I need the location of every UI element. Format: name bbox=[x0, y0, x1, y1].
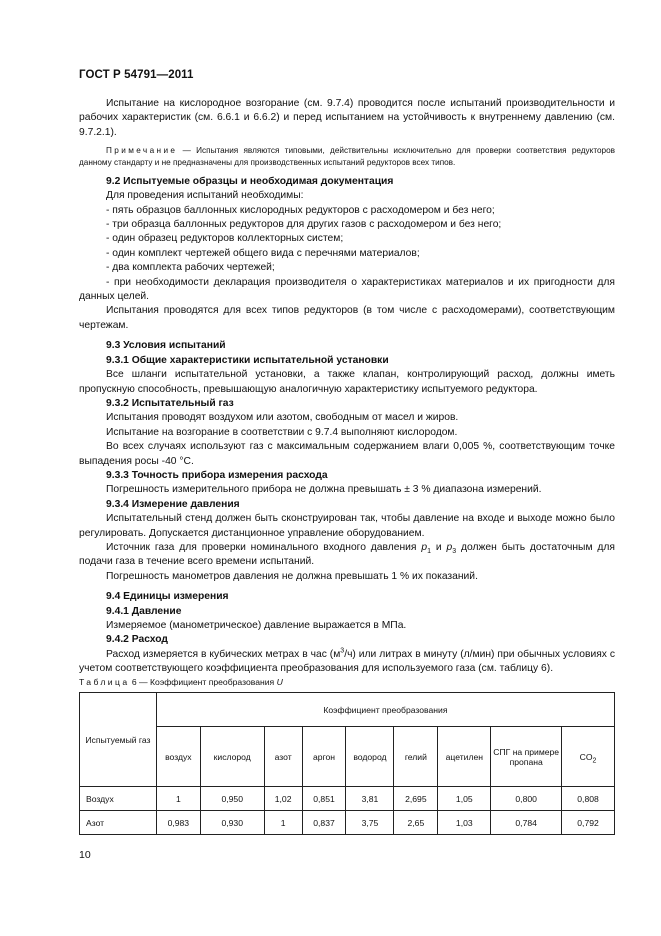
paragraph: Испытания проводят воздухом или азотом, свободным от масел и жиров. bbox=[106, 412, 459, 424]
gas-cell: Азот bbox=[80, 811, 157, 835]
paragraph: Испытание на возгорание в соответствии с 9.7.4 выполняют кислородом. bbox=[106, 426, 458, 438]
paragraph: Погрешность измерительного прибора не должна превышать ± 3 % диапазона измерений. bbox=[106, 484, 542, 496]
document-header: ГОСТ Р 54791—2011 bbox=[79, 69, 194, 81]
subscript: 1 bbox=[427, 548, 432, 556]
section-heading-9-4-1: 9.4.1 Давление bbox=[106, 605, 182, 617]
group-header-cell: Коэффициент преобразования bbox=[156, 693, 614, 727]
text-run: должен быть достаточным для подачи газа в течение всего времени испытаний. bbox=[79, 541, 615, 568]
list-item: - три образца баллонных редукторов для других газов с расходомером и без него; bbox=[106, 219, 502, 231]
column-header: азот bbox=[264, 727, 302, 787]
paragraph: Испытание на кислородное возгорание (см. 9.7.4) проводится после испытаний производительности и рабочих характеристик (см. 6.6.1 и 6.6.2) и перед испытанием на устойчивость к внутреннему давлению (см. 9.7.2.1). bbox=[79, 98, 615, 138]
var-p: p bbox=[446, 541, 453, 553]
paragraph: Во всех случаях используют газ с максимальным содержанием влаги 0,005 %, соответствующим точке выпадения росы -40 °С. bbox=[79, 441, 615, 467]
list-item: - один образец редукторов коллекторных систем; bbox=[106, 233, 344, 245]
table-cell: 0,800 bbox=[491, 787, 562, 811]
list-item: - один комплект чертежей общего вида с перечнями материалов; bbox=[106, 247, 420, 259]
note bbox=[79, 145, 615, 169]
section-heading-9-4: 9.4 Единицы измерения bbox=[106, 591, 229, 603]
co2-label: CO bbox=[579, 751, 593, 762]
paragraph bbox=[79, 648, 615, 677]
table-cell: 0,784 bbox=[491, 811, 562, 835]
table-cell: 3,75 bbox=[346, 811, 394, 835]
section-heading-9-2: 9.2 Испытуемые образцы и необходимая документация bbox=[106, 175, 394, 187]
table-cell: 1,02 bbox=[264, 787, 302, 811]
table-row bbox=[80, 811, 615, 835]
table-row bbox=[80, 787, 615, 811]
list-item: - при необходимости декларация производителя о характеристиках материалов и их пригодности для данных целей. bbox=[79, 276, 615, 303]
paragraph: Для проведения испытаний необходимы: bbox=[106, 190, 304, 202]
table-cell: 2,695 bbox=[394, 787, 438, 811]
column-header: гелий bbox=[394, 727, 438, 787]
paragraph bbox=[79, 541, 615, 570]
table-cell: 0,930 bbox=[200, 811, 264, 835]
section-heading-9-3-1: 9.3.1 Общие характеристики испытательной установки bbox=[106, 354, 389, 366]
paragraph: Измеряемое (манометрическое) давление выражается в МПа. bbox=[106, 620, 407, 631]
page-number: 10 bbox=[79, 849, 91, 861]
paragraph: Испытания проводятся для всех типов редукторов (в том числе с расходомерами), соответствующим чертежам. bbox=[79, 305, 615, 331]
column-header: кислород bbox=[200, 727, 264, 787]
text-run: /ч) или литрах в минуту (л/мин) при обычных условиях с учетом соответствующего коэффициента преобразования для используемого газа (см. таблицу 6). bbox=[79, 648, 615, 675]
list-item: - пять образцов баллонных кислородных редукторов с расходомером и без него; bbox=[106, 204, 495, 216]
column-header: ацетилен bbox=[438, 727, 491, 787]
table-cell: 1,03 bbox=[438, 811, 491, 835]
subscript: 2 bbox=[592, 757, 597, 765]
table-cell: 1 bbox=[264, 811, 302, 835]
table-cell: 1,05 bbox=[438, 787, 491, 811]
column-header: аргон bbox=[302, 727, 346, 787]
table-caption bbox=[79, 677, 283, 687]
superscript: 3 bbox=[340, 647, 345, 655]
var-p: p bbox=[421, 541, 428, 553]
row-header-cell: Испытуемый газ bbox=[80, 693, 157, 787]
section-heading-9-3-2: 9.3.2 Испытательный газ bbox=[106, 397, 234, 409]
column-header: водород bbox=[346, 727, 394, 787]
gas-cell: Воздух bbox=[80, 787, 157, 811]
caption-text: 6 — Коэффициент преобразования bbox=[129, 677, 277, 687]
caption-variable: U bbox=[276, 677, 283, 687]
table-cell: 0,808 bbox=[562, 787, 615, 811]
paragraph: Испытательный стенд должен быть сконструирован так, чтобы давление на входе и выходе можно было регулировать. Допускается дистанционное управление оборудованием. bbox=[79, 513, 615, 539]
text-run: Источник газа для проверки номинального входного давления bbox=[106, 541, 422, 553]
table-cell: 0,792 bbox=[562, 811, 615, 835]
paragraph: Погрешность манометров давления не должна превышать 1 % их показаний. bbox=[106, 570, 478, 582]
caption-label: Таблица bbox=[79, 677, 130, 687]
note-text: — Испытания являются типовыми, действительны исключительно для проверки соответствия редукторов данному стандарту и не предназначены для производственных испытаний редукторов всех типов. bbox=[79, 146, 615, 168]
table-cell: 0,983 bbox=[156, 811, 200, 835]
list-item: - два комплекта рабочих чертежей; bbox=[106, 262, 275, 274]
page-body bbox=[79, 97, 615, 677]
note-label: Примечание bbox=[106, 146, 178, 156]
subscript: 3 bbox=[452, 548, 457, 556]
conversion-table bbox=[79, 692, 615, 835]
column-header: воздух bbox=[156, 727, 200, 787]
section-heading-9-4-2: 9.4.2 Расход bbox=[106, 634, 168, 646]
table-cell: 3,81 bbox=[346, 787, 394, 811]
paragraph: Все шланги испытательной установки, а также клапан, контролирующий расход, должны иметь пропускную способность, превышающую аналогичную характеристику испытуемого редуктора. bbox=[79, 369, 615, 395]
table-cell: 0,851 bbox=[302, 787, 346, 811]
text-run: Расход измеряется в кубических метрах в час (м bbox=[106, 648, 341, 660]
section-heading-9-3-3: 9.3.3 Точность прибора измерения расхода bbox=[106, 469, 328, 481]
table-cell: 0,950 bbox=[200, 787, 264, 811]
text-run: и bbox=[431, 541, 447, 553]
table-cell: 1 bbox=[156, 787, 200, 811]
table-cell: 0,837 bbox=[302, 811, 346, 835]
section-heading-9-3: 9.3 Условия испытаний bbox=[106, 340, 226, 352]
column-header bbox=[562, 727, 615, 787]
table-cell: 2,65 bbox=[394, 811, 438, 835]
section-heading-9-3-4: 9.3.4 Измерение давления bbox=[106, 498, 240, 510]
column-header: СПГ на примере пропана bbox=[491, 727, 562, 787]
